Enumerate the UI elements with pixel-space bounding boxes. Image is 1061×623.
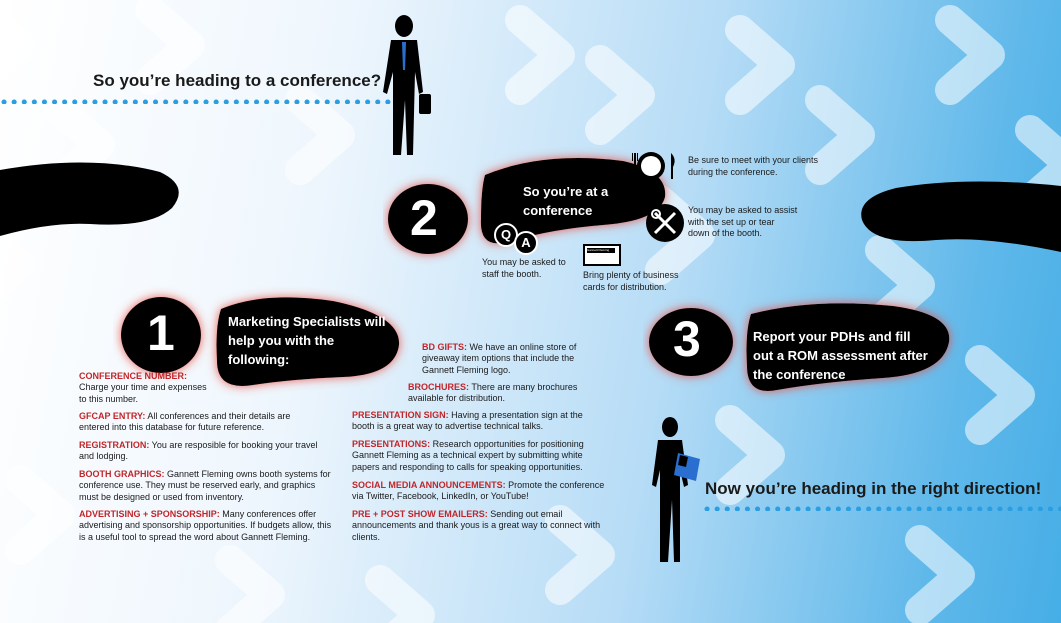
bottom-heading: Now you’re heading in the right direction! (705, 479, 1042, 498)
left-item-registration (79, 440, 319, 463)
left-item-text: Gannett Fleming owns booth systems for conference use. They must be reserved early, and graphics must be designed or used from inventory. (79, 469, 331, 502)
step-2-title: So you’re at a conference (523, 184, 609, 218)
note-booth-setup: You may be asked to assist with the set up or tear down of the booth. (688, 205, 798, 239)
right-item-label: PRE + POST SHOW EMAILERS: (352, 509, 488, 519)
note-business-cards: Bring plenty of business cards for distribution. (583, 270, 679, 292)
left-item-booth-graphics (79, 469, 334, 503)
right-item-text: Promote the conference via Twitter, Facebook, LinkedIn, or YouTube! (352, 480, 605, 502)
left-item-label: GFCAP ENTRY: (79, 411, 146, 421)
right-item-label: PRESENTATIONS: (352, 439, 431, 449)
person-with-folder-icon (650, 415, 710, 565)
left-item-label: ADVERTISING + SPONSORSHIP: (79, 509, 220, 519)
person-with-briefcase-icon (377, 12, 437, 157)
left-item-gfcap (79, 411, 319, 434)
right-item-text: We have an online store of giveaway item options that include the Gannett Fleming logo. (422, 342, 577, 375)
right-item-label: BROCHURES: (408, 382, 470, 392)
right-item-text: There are many brochures available for distribution. (408, 382, 578, 404)
step-1-number: 1 (147, 305, 175, 361)
bottom-dotted-line (703, 505, 1061, 511)
right-item-label: BD GIFTS: (422, 342, 467, 352)
note-staff-booth: You may be asked to staff the booth. (482, 257, 566, 279)
right-item-emailers (352, 509, 607, 543)
step-1-title: Marketing Specialists will help you with the following: (228, 314, 386, 367)
right-item-presentation-sign (352, 410, 607, 433)
right-item-label: SOCIAL MEDIA ANNOUNCEMENTS: (352, 480, 506, 490)
tools-icon (645, 203, 685, 243)
right-item-social-media (352, 480, 607, 503)
right-item-text: Having a presentation sign at the booth is a great way to advertise technical talks. (352, 410, 583, 432)
left-item-label: CONFERENCE NUMBER: (79, 371, 187, 381)
left-item-text: All conferences and their details are entered into this database for future reference. (79, 411, 291, 433)
qa-a-badge: A (514, 231, 538, 255)
business-card-icon (583, 244, 621, 266)
top-dotted-line (0, 98, 420, 104)
business-card-label: Gannett Fleming (587, 248, 615, 253)
shoe-right-edge (856, 180, 1061, 260)
right-item-bd-gifts (422, 342, 602, 376)
left-item-text: Many conferences offer advertising and sponsorship opportunities. If budgets allow, this is a useful tool to spread the word about Gannett Fleming. (79, 509, 332, 542)
qa-bubble-icon (494, 223, 544, 253)
left-item-advertising (79, 509, 334, 543)
right-item-presentations (352, 439, 607, 473)
left-item-text: You are resposible for booking your travel and lodging. (79, 440, 318, 462)
left-item-text: Charge your time and expenses to this number. (79, 382, 207, 404)
left-item-label: BOOTH GRAPHICS: (79, 469, 165, 479)
step-3-number: 3 (673, 311, 701, 367)
shoe-left-edge (0, 160, 190, 245)
right-item-label: PRESENTATION SIGN: (352, 410, 449, 420)
qa-q-badge: Q (494, 223, 518, 247)
step-2-number: 2 (410, 190, 438, 246)
note-meet-clients: Be sure to meet with your clients during the conference. (688, 155, 819, 177)
step-3-title: Report your PDHs and fill out a ROM assessment after the conference (753, 329, 928, 382)
top-heading: So you’re heading to a conference? (93, 71, 382, 90)
plate-cutlery-icon (631, 149, 681, 183)
left-item-label: REGISTRATION: (79, 440, 150, 450)
right-item-text: Sending out email announcements and thank yous is a great way to connect with clients. (352, 509, 601, 542)
left-item-conference-number (79, 371, 209, 405)
right-item-brochures (408, 382, 598, 405)
right-item-text: Research opportunities for positioning Gannett Fleming as a technical expert by submitting white papers and responding to calls for speaking opportunities. (352, 439, 584, 472)
